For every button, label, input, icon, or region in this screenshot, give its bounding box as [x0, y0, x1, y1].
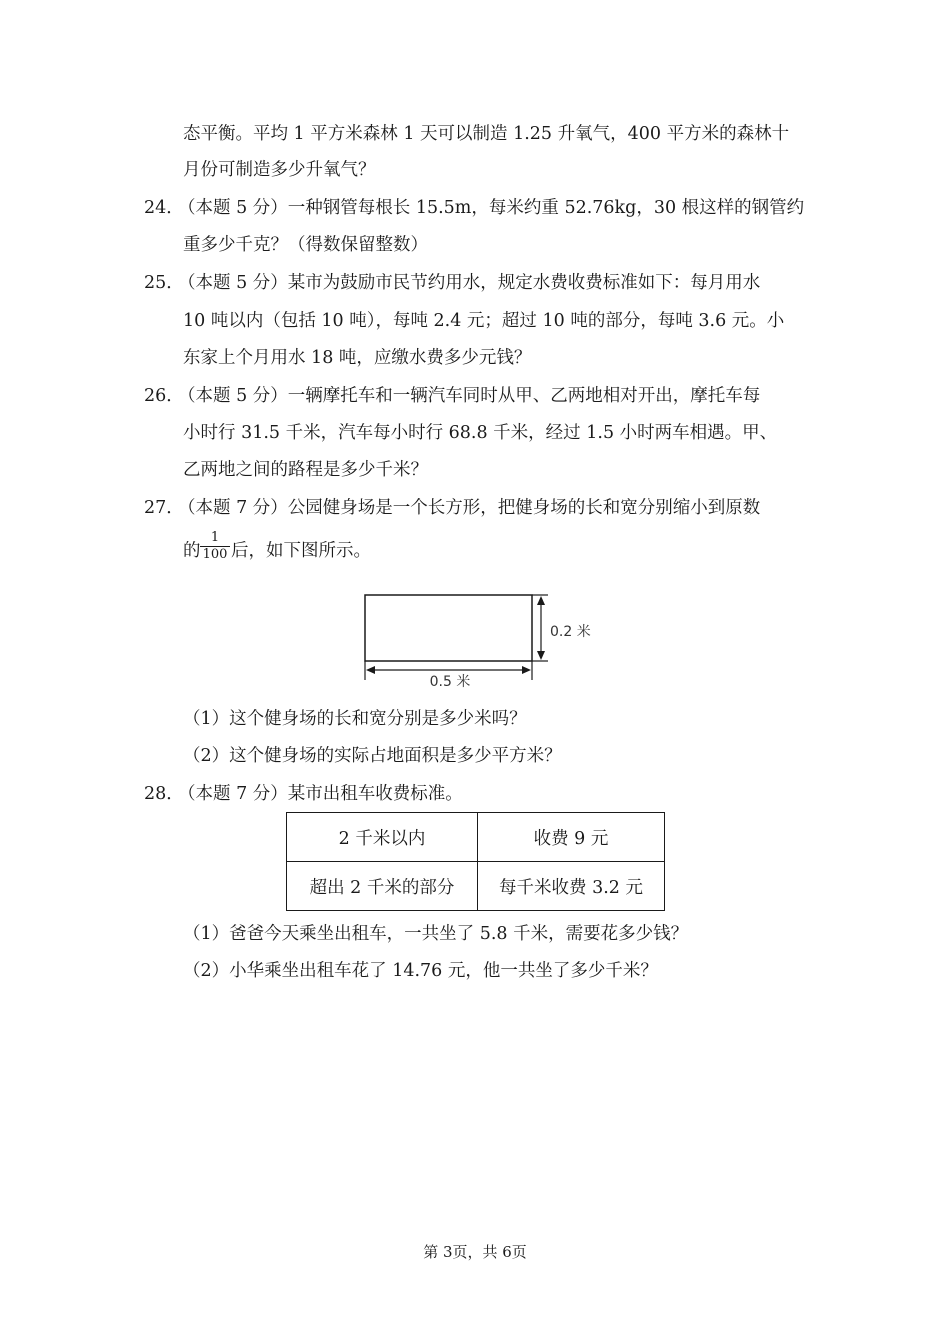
height-arrow-bottom	[537, 651, 545, 660]
q25-line-3: 东家上个月用水 18 吨，应缴水费多少元钱？	[183, 348, 532, 368]
q28-number: 28．	[144, 784, 184, 804]
width-arrow-right	[522, 666, 531, 674]
table-row	[287, 862, 665, 911]
table-cell: 超出 2 千米的部分	[287, 862, 478, 911]
q24-line-2: 重多少千克？（得数保留整数）	[183, 235, 428, 255]
q25-line-1: （本题 5 分）某市为鼓励市民节约用水，规定水费收费标准如下：每月用水	[178, 273, 761, 293]
q27-number: 27．	[144, 498, 184, 518]
width-arrow-left	[366, 666, 375, 674]
q26-number: 26．	[144, 386, 184, 406]
taxi-fare-table	[286, 812, 665, 911]
fraction-numerator: 1	[210, 530, 220, 545]
q25-number: 25．	[144, 273, 184, 293]
q24-number: 24．	[144, 198, 184, 218]
q27-line-2-prefix: 的	[183, 541, 201, 561]
q28-line-1: （本题 7 分）某市出租车收费标准。	[178, 784, 463, 804]
q27-line-1: （本题 7 分）公园健身场是一个长方形，把健身场的长和宽分别缩小到原数	[178, 498, 761, 518]
q23-line-1: 态平衡。平均 1 平方米森林 1 天可以制造 1.25 升氧气，400 平方米的森林十	[183, 124, 790, 144]
rectangle-diagram	[0, 585, 950, 705]
height-label: 0.2 米	[550, 624, 591, 640]
table-cell: 收费 9 元	[478, 813, 665, 862]
q23-line-2: 月份可制造多少升氧气？	[183, 160, 376, 180]
table-row	[287, 813, 665, 862]
page-footer: 第 3页，共 6页	[423, 1243, 527, 1261]
fraction-denominator: 100	[202, 547, 228, 562]
q28-sub-1: （1）爸爸今天乘坐出租车，一共坐了 5.8 千米，需要花多少钱？	[183, 924, 689, 944]
height-arrow-top	[537, 596, 545, 605]
q27-line-2-suffix: 后，如下图所示。	[231, 541, 371, 561]
q24-line-1: （本题 5 分）一种钢管每根长 15.5m，每米约重 52.76kg，30 根这样的钢管约	[178, 198, 805, 218]
q26-line-1: （本题 5 分）一辆摩托车和一辆汽车同时从甲、乙两地相对开出，摩托车每	[178, 386, 761, 406]
rectangle-shape	[365, 595, 532, 661]
table-cell: 2 千米以内	[287, 813, 478, 862]
q27-sub-1: （1）这个健身场的长和宽分别是多少米吗？	[183, 709, 527, 729]
fraction-one-hundredth	[200, 531, 230, 562]
table-cell: 每千米收费 3.2 元	[478, 862, 665, 911]
q26-line-3: 乙两地之间的路程是多少千米？	[183, 460, 428, 480]
q26-line-2: 小时行 31.5 千米，汽车每小时行 68.8 千米，经过 1.5 小时两车相遇。甲、	[183, 423, 778, 443]
q25-line-2: 10 吨以内（包括 10 吨），每吨 2.4 元；超过 10 吨的部分，每吨 3.6 元。小	[183, 311, 785, 331]
q27-sub-2: （2）这个健身场的实际占地面积是多少平方米？	[183, 746, 562, 766]
width-label: 0.5 米	[429, 674, 471, 690]
q28-sub-2: （2）小华乘坐出租车花了 14.76 元，他一共坐了多少千米？	[183, 961, 658, 981]
